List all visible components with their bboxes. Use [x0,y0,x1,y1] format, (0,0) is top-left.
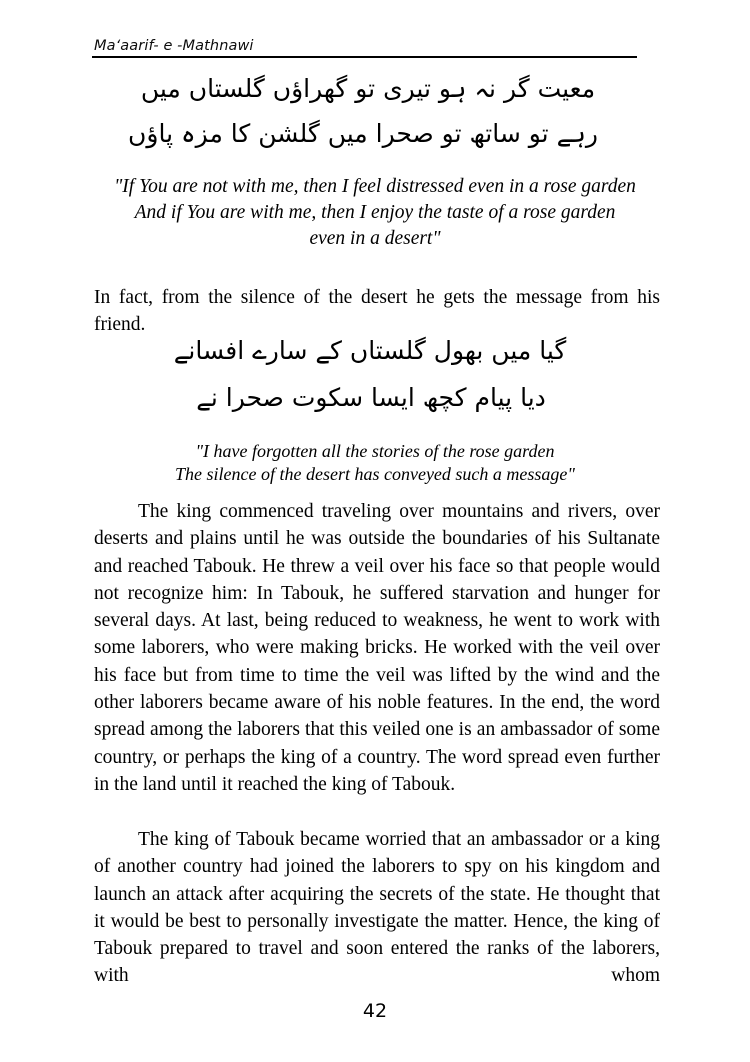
urdu-couplet-two-line-a: گیا میں بھول گلستاں کے سارے افسانے [173,336,567,365]
lead-paragraph [94,284,660,339]
urdu-couplet-one-line-a: معیت گر نہ ہو تیری تو گھراؤں گلستاں میں [140,74,596,103]
lead-paragraph-text: In fact, from the silence of the desert he gets the message from his friend. [94,287,660,336]
urdu-couplet-two [92,338,658,410]
body-paragraph-one-text: The king commenced traveling over mountains and rivers, over deserts and plains until he was outside the boundaries of his Sultanate and reached Tabouk. He threw a veil over his face so that people would not recognize him: In Tabouk, he suffered starvation and hunger for several days. At last, being reduced to weakness, he went to work with some laborers, who were making bricks. He worked with the veil over his face but from time to time the veil was lifted by the wind and the other laborers became aware of his noble features. In the end, the word spread among the laborers that this veiled one is an ambassador of some country, or perhaps the king of a country. The word spread even further in the land until it reached the king of Tabouk. [94,501,660,795]
urdu-couplet-two-line-b: دیا پیام کچھ ایسا سکوت صحرا نے [196,383,546,412]
poetry-two-line-1: "I have forgotten all the stories of the rose garden [195,441,555,461]
page-number: 42 [362,1000,388,1022]
header-divider [92,56,637,58]
poetry-one-line-3: even in a desert" [309,227,441,249]
poetry-one-line-1: "If You are not with me, then I feel distressed even in a rose garden [114,176,636,197]
header-title: Ma‘aarif- e -Mathnawi [94,38,254,54]
poetry-two-line-2: The silence of the desert has conveyed such a message" [175,464,575,485]
body-paragraph-two-text: The king of Tabouk became worried that an ambassador or a king of another country had joined the laborers to spy on his kingdom and launch an attack after acquiring the secrets of the state. He thought that it would be best to personally investigate the matter. Hence, the king of Tabouk prepared to travel and soon entered the ranks of the laborers, with whom [94,829,660,987]
body-paragraph-one [94,498,660,798]
urdu-couplet-one [92,76,658,146]
running-header [92,38,658,58]
poetry-translation-two [92,440,658,487]
poetry-translation-one [92,174,658,252]
body-paragraph-two [94,826,660,1017]
urdu-couplet-one-line-b: رہے تو ساتھ تو صحرا میں گلشن کا مزہ پاؤں [128,119,598,148]
poetry-one-line-2: And if You are with me, then I enjoy the taste of a rose garden [134,201,616,223]
